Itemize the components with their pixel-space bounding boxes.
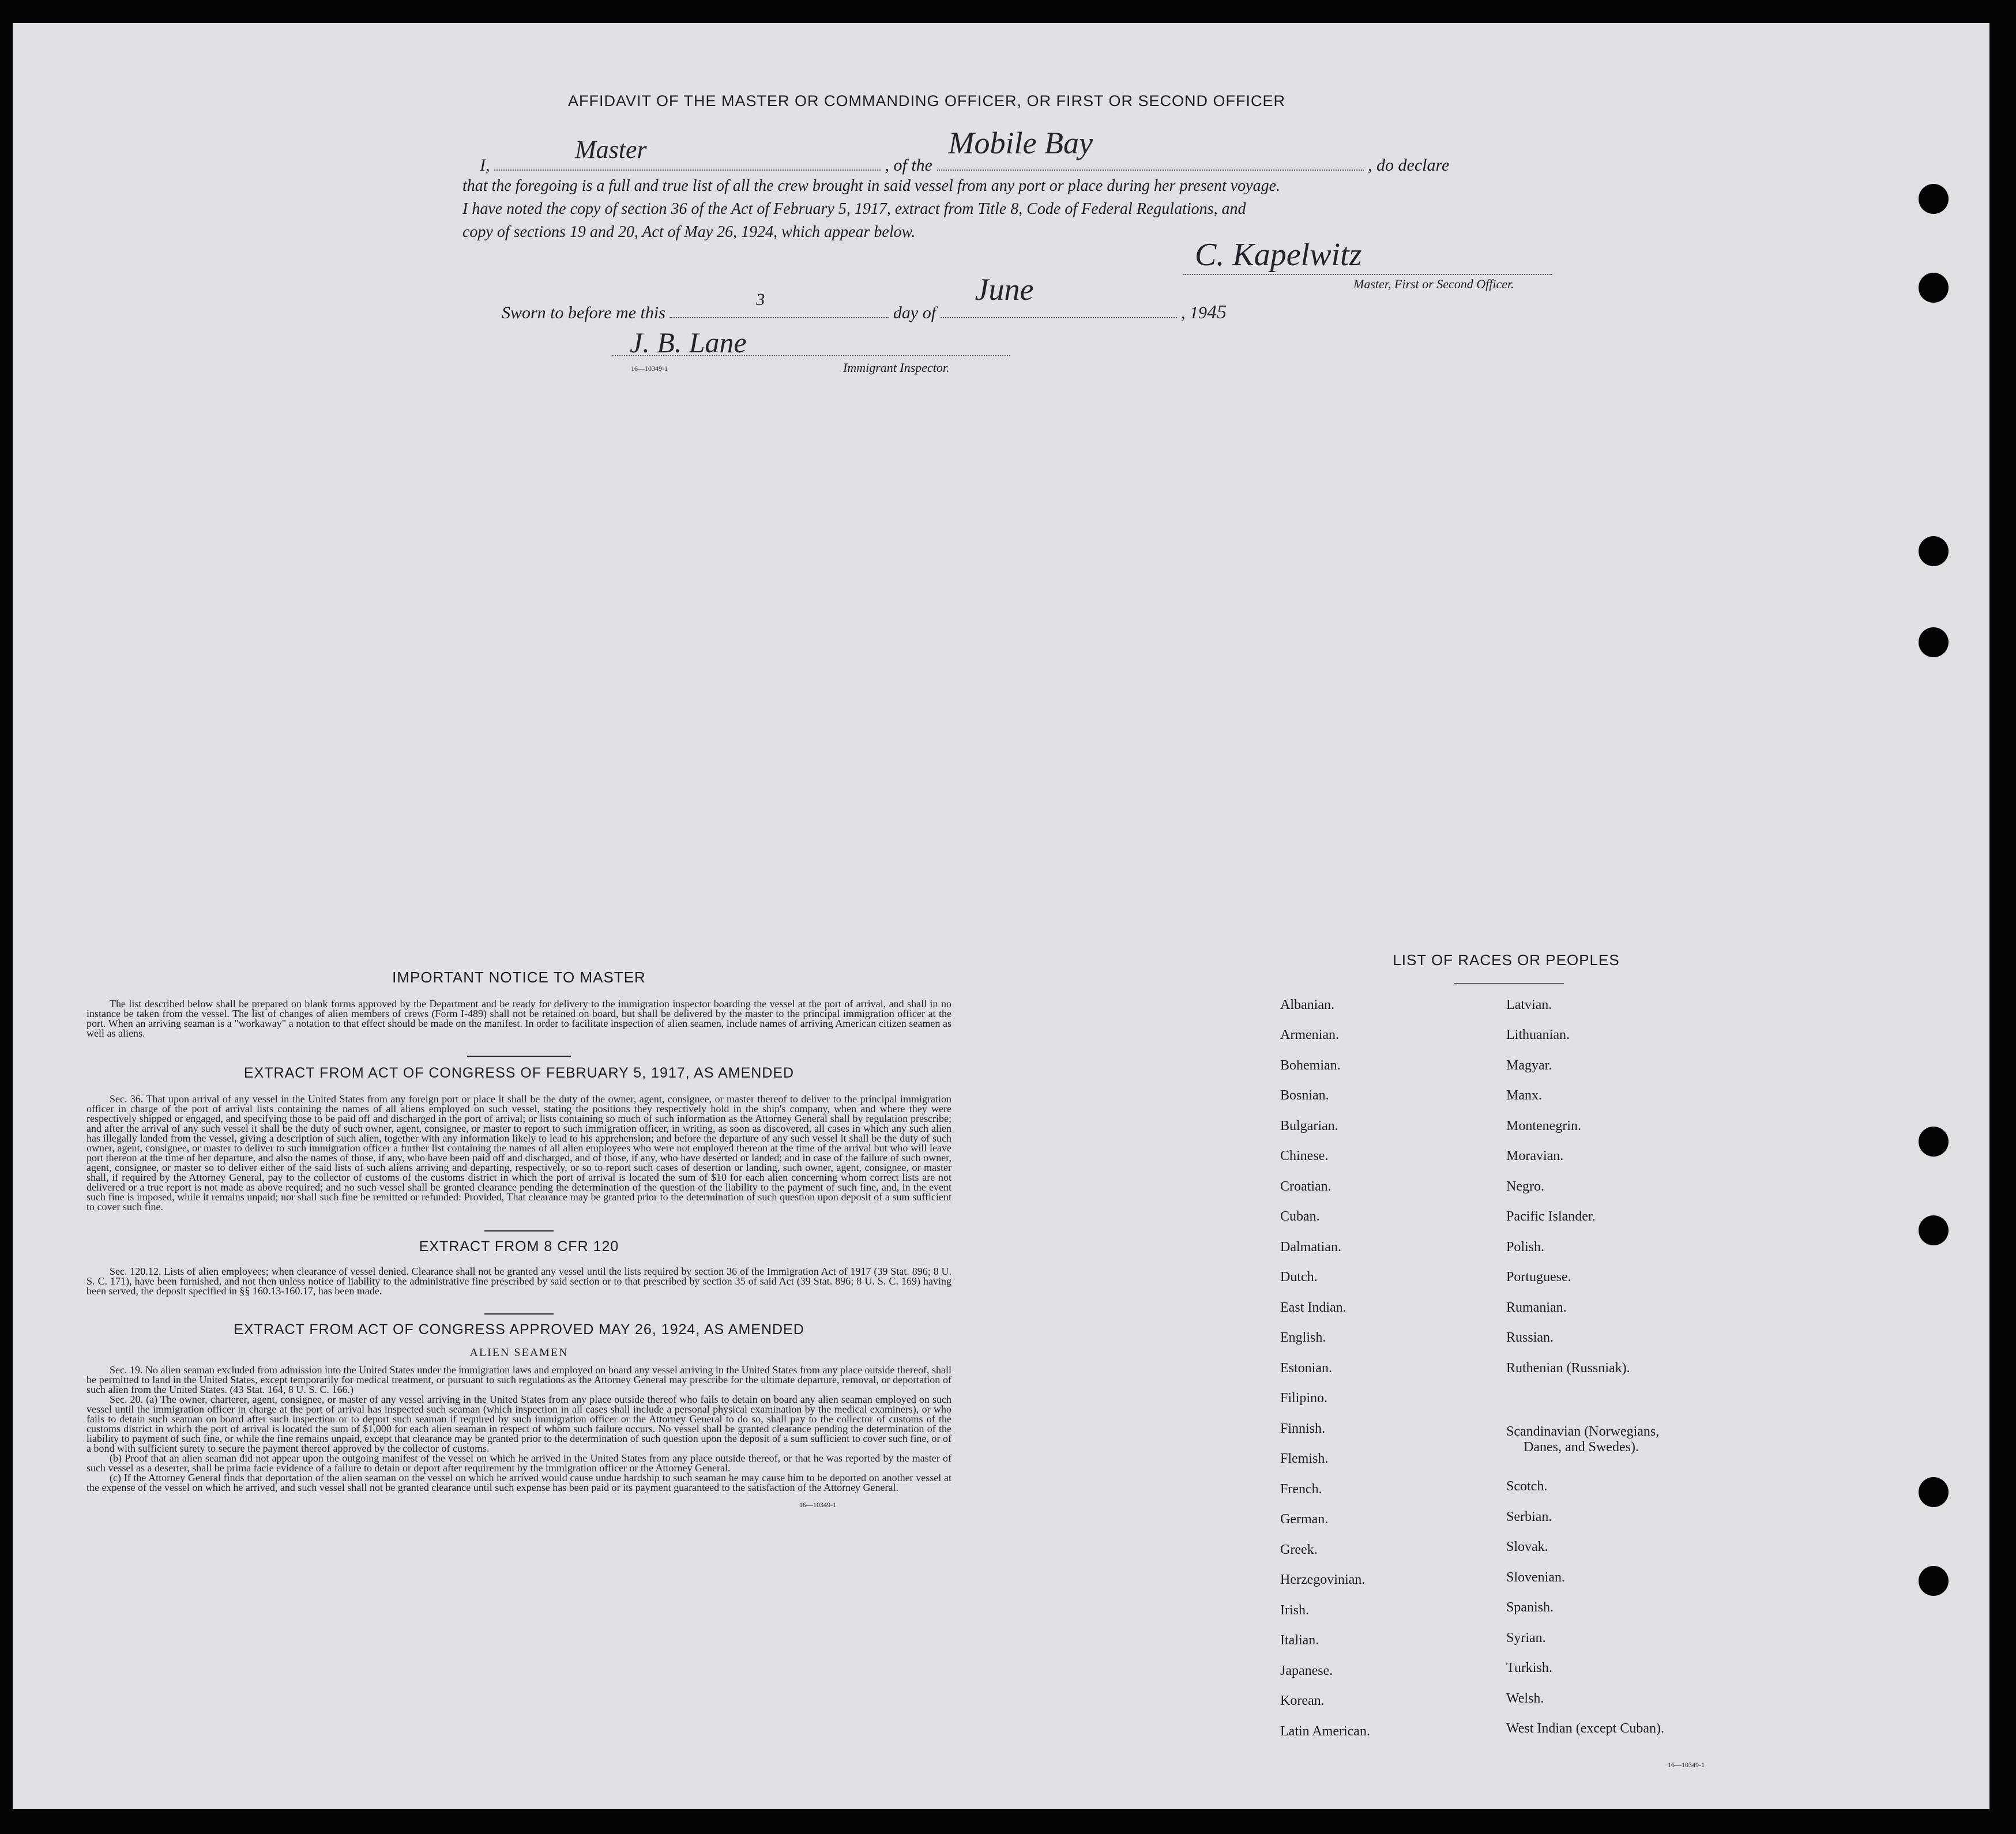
race-item: Scotch.: [1506, 1479, 1548, 1494]
signature-caption: Master, First or Second Officer.: [1353, 277, 1514, 291]
race-item: Russian.: [1506, 1330, 1554, 1345]
punch-hole: [1919, 184, 1949, 214]
race-item: Slovenian.: [1506, 1570, 1565, 1585]
race-item: Filipino.: [1280, 1391, 1328, 1406]
races-right-column: [1506, 997, 1829, 1776]
race-item: Flemish.: [1280, 1451, 1329, 1466]
race-item: Ruthenian (Russniak).: [1506, 1361, 1630, 1376]
divider: [484, 1313, 554, 1315]
extract-1924-para-4: (c) If the Attorney General finds that deportation of the alien seaman on the vessel on which he arrived would cause undue hardship to such seaman he may cause him to be deported on another vessel at the expense of the vessel on which he arrived, and such vessel shall not be granted clearance until such expense has been paid or its payment guaranteed to the satisfaction of the Attorney General.: [86, 1472, 951, 1493]
extract-1924-subtitle: ALIEN SEAMEN: [469, 1346, 569, 1359]
race-item: Syrian.: [1506, 1630, 1546, 1645]
races-title: LIST OF RACES OR PEOPLES: [1393, 951, 1620, 969]
affidavit-line-2: that the foregoing is a full and true list of all the crew brought in said vessel from any port or place during her present voyage.: [462, 177, 1281, 195]
race-item: Dalmatian.: [1280, 1240, 1341, 1255]
race-item: Chinese.: [1280, 1148, 1329, 1163]
race-item: Scandinavian (Norwegians,: [1506, 1424, 1660, 1439]
extract-1924-title: EXTRACT FROM ACT OF CONGRESS APPROVED MAY 26, 1924, AS AMENDED: [234, 1321, 804, 1338]
race-item: Finnish.: [1280, 1421, 1326, 1436]
affidavit-line-3: I have noted the copy of section 36 of the Act of February 5, 1917, extract from Title 8, Code of Federal Regulations, and: [462, 200, 1246, 218]
divider: [1454, 983, 1564, 984]
race-item: Lithuanian.: [1506, 1027, 1570, 1042]
extract-1917-text: Sec. 36. That upon arrival of any vessel in the United States from any foreign port or place it shall be the duty of the owner, agent, consignee, or master thereof to deliver to the principal immigration officer in charge of the port of arrival lists containing the names of all aliens employed on such vessel, stating the positions they respectively hold in the ship's company, when and where they were respectively shipped or engaged, and specifying those to be paid off and discharged in the port of arrival; or lists containing so much of such information as the Attorney General shall by regulation prescribe; and after the arrival of any such vessel it shall be the duty of such owner, agent, consignee, or master to report to such immigration officer, in writing, as soon as discovered, all cases in which any such alien has illegally landed from the vessel, giving a description of such alien, together with any information likely to lead to his apprehension; and before the departure of any such vessel it shall be the duty of such owner, agent, consignee, or master to deliver to such immigration officer a further list containing the names of all alien employees who were not employed thereon at the time of the arrival but who will leave port thereon at the time of her departure, and also the names of those, if any, who have been paid off and discharged, and of those, if any, who have deserted or landed; and in case of the failure of such owner, agent, consignee, or master so to deliver either of the said lists of such aliens arriving and departing, respectively, or so to report such cases of desertion or landing, such owner, agent, consignee, or master shall, if required by the Attorney General, pay to the collector of customs of the customs district in which the port of arrival is located the sum of $10 for each alien concerning whom correct lists are not delivered or a true report is not made as above required; and no such vessel shall be granted clearance pending the determination of the question of the liability to the payment of such fine, and, in the event such fine is imposed, while it remains unpaid; nor shall such fine be remitted or refunded: Provided, That clearance may be granted prior to the determination of such question upon deposit of a sum sufficient to cover such fine.: [86, 1093, 951, 1212]
signature-line: [1183, 274, 1552, 275]
year-prefix: , 19: [1181, 303, 1208, 322]
notices-column: [86, 969, 951, 1509]
handwritten-name: Master: [575, 135, 647, 164]
affidavit-of-the: , of the: [885, 156, 932, 175]
extract-1924-form-number: 16—10349-1: [799, 1501, 836, 1509]
extract-1924-para-1: Sec. 19. No alien seaman excluded from admission into the United States under the immigration laws and employed on board any vessel arriving in the United States from any place outside thereof, shall be permitted to land in the United States, except temporarily for medical treatment, or pursuant to such regulations as the Attorney General may prescribe for the ultimate departure, removal, or deportation of such alien from the United States. (43 Stat. 164, 8 U. S. C. 166.): [86, 1364, 951, 1395]
notice-title: IMPORTANT NOTICE TO MASTER: [392, 969, 646, 986]
race-item: Magyar.: [1506, 1058, 1552, 1073]
punch-hole: [1919, 627, 1949, 657]
race-item: Japanese.: [1280, 1663, 1333, 1678]
race-item: Polish.: [1506, 1240, 1545, 1255]
race-item: Danes, and Swedes).: [1524, 1440, 1639, 1455]
race-item: Bohemian.: [1280, 1058, 1341, 1073]
extract-1924-para-3: (b) Proof that an alien seaman did not appear upon the outgoing manifest of the vessel on which he arrived in the United States from any place outside thereof, or that he was reported by the master of such vessel as a deserter, shall be prima facie evidence of a failure to detain or deport after requirement by the immigration officer or the Attorney General.: [86, 1452, 951, 1474]
inspector-signature: J. B. Lane: [630, 326, 747, 359]
extract-1924-para-2: Sec. 20. (a) The owner, charterer, agent, consignee, or master of any vessel arriving in the United States from any place outside thereof who fails to detain on board any alien seaman employed on such vessel until the immigration officer in charge at the port of arrival has inspected such seaman (which inspection in all cases shall include a personal physical examination by the medical examiners), or who fails to detain such seaman on board after such inspection or to deport such seaman if required by such immigration officer or the Attorney General to do so, shall pay to the collector of customs of the customs district in which the port of arrival is located the sum of $1,000 for each alien seaman in respect of whom such failure occurs. No vessel shall be granted clearance pending the determination of the liability to payment of such fine, or while the fine remains unpaid, except that clearance may be granted prior to the determination of such question upon the deposit of a sum sufficient to cover such fine, or of a bond with sufficient surety to secure the payment thereof approved by the collector of customs.: [86, 1394, 951, 1454]
race-item: Latvian.: [1506, 997, 1552, 1012]
race-item: Manx.: [1506, 1088, 1542, 1103]
race-item: Moravian.: [1506, 1148, 1564, 1163]
affidavit-declare: , do declare: [1368, 156, 1450, 175]
race-item: Serbian.: [1506, 1509, 1552, 1524]
affidavit-form-number: 16—10349-1: [631, 364, 668, 372]
name-blank: [494, 135, 881, 171]
race-item: Turkish.: [1506, 1660, 1552, 1675]
race-item: Portuguese.: [1506, 1270, 1571, 1285]
race-item: German.: [1280, 1512, 1329, 1527]
affidavit-i: I,: [480, 156, 490, 175]
handwritten-month: June: [975, 272, 1034, 307]
race-item: Spanish.: [1506, 1600, 1554, 1615]
race-item: Korean.: [1280, 1693, 1325, 1708]
affidavit-line-4: copy of sections 19 and 20, Act of May 26, 1924, which appear below.: [462, 223, 916, 241]
extract-cfr-text: Sec. 120.12. Lists of alien employees; when clearance of vessel denied. Clearance shall not be granted any vessel until the lists required by section 36 of the Immigration Act of 1917 (39 Stat. 896; 8 U. S. C. 171), have been furnished, and not then unless notice of liability to the administrative fine prescribed by said section or to that prescribed by section 35 of said Act (39 Stat. 896; 8 U. S. C. 169) having been served, the deposit specified in §§ 160.13-160.17, has been made.: [86, 1266, 951, 1297]
extract-1917-title: EXTRACT FROM ACT OF CONGRESS OF FEBRUARY 5, 1917, AS AMENDED: [243, 1065, 795, 1081]
inspector-line: [612, 355, 1010, 356]
race-item: East Indian.: [1280, 1300, 1346, 1315]
race-item: Welsh.: [1506, 1691, 1544, 1706]
race-item: Herzegovinian.: [1280, 1572, 1366, 1587]
day-of-text: day of: [893, 303, 936, 322]
affidavit-line-1: [480, 126, 1558, 177]
race-item: West Indian (except Cuban).: [1506, 1721, 1664, 1736]
document-page: [13, 23, 1989, 1809]
sworn-day-blank: [670, 290, 889, 318]
punch-hole: [1919, 1215, 1949, 1245]
punch-hole: [1919, 536, 1949, 566]
handwritten-day: 3: [756, 290, 765, 309]
extract-cfr-title: EXTRACT FROM 8 CFR 120: [419, 1238, 619, 1255]
master-signature: C. Kapelwitz: [1195, 237, 1362, 273]
punch-hole: [1919, 273, 1949, 303]
handwritten-year: 45: [1207, 302, 1227, 323]
race-item: Armenian.: [1280, 1027, 1339, 1042]
race-item: Greek.: [1280, 1542, 1318, 1557]
divider: [467, 1056, 571, 1057]
race-item: Latin American.: [1280, 1724, 1370, 1739]
races-left-column: [1280, 997, 1499, 1776]
race-item: Montenegrin.: [1506, 1119, 1581, 1133]
punch-hole: [1919, 1477, 1949, 1507]
affidavit-title: AFFIDAVIT OF THE MASTER OR COMMANDING OFFICER, OR FIRST OR SECOND OFFICER: [567, 92, 1286, 110]
race-item: Albanian.: [1280, 997, 1334, 1012]
race-item: English.: [1280, 1330, 1326, 1345]
sworn-text: Sworn to before me this: [502, 303, 665, 322]
race-item: Pacific Islander.: [1506, 1209, 1596, 1224]
race-item: Bulgarian.: [1280, 1119, 1338, 1133]
handwritten-vessel: Mobile Bay: [948, 126, 1093, 160]
race-item: Estonian.: [1280, 1361, 1332, 1376]
notice-text: The list described below shall be prepared on blank forms approved by the Department and be ready for delivery to the immigration inspector boarding the vessel at the port of arrival, and shall in no instance be taken from the vessel. The list of changes of alien members of crews (Form I-489) shall not be retained on board, but shall be delivered by the master to the principal immigration officer at the port. When an arriving seaman is a "workaway" a notation to that effect should be made on the manifest. In order to facilitate inspection of alien seamen, include names of arriving American citizen seamen as well as aliens.: [86, 998, 951, 1039]
race-item: Irish.: [1280, 1603, 1309, 1618]
race-item: Bosnian.: [1280, 1088, 1329, 1103]
divider: [484, 1230, 554, 1232]
sworn-month-blank: [941, 272, 1177, 318]
race-item: Rumanian.: [1506, 1300, 1567, 1315]
sworn-line: [502, 272, 1227, 325]
race-item: Cuban.: [1280, 1209, 1320, 1224]
race-item: Croatian.: [1280, 1179, 1332, 1194]
race-item: Italian.: [1280, 1633, 1319, 1648]
race-item: Negro.: [1506, 1179, 1544, 1194]
race-item: Dutch.: [1280, 1270, 1318, 1285]
vessel-blank: [937, 126, 1364, 171]
races-form-number: 16—10349-1: [1668, 1761, 1705, 1769]
race-item: French.: [1280, 1482, 1322, 1497]
race-item: Slovak.: [1506, 1539, 1548, 1554]
punch-hole: [1919, 1566, 1949, 1596]
inspector-caption: Immigrant Inspector.: [843, 360, 950, 375]
punch-hole: [1919, 1127, 1949, 1157]
